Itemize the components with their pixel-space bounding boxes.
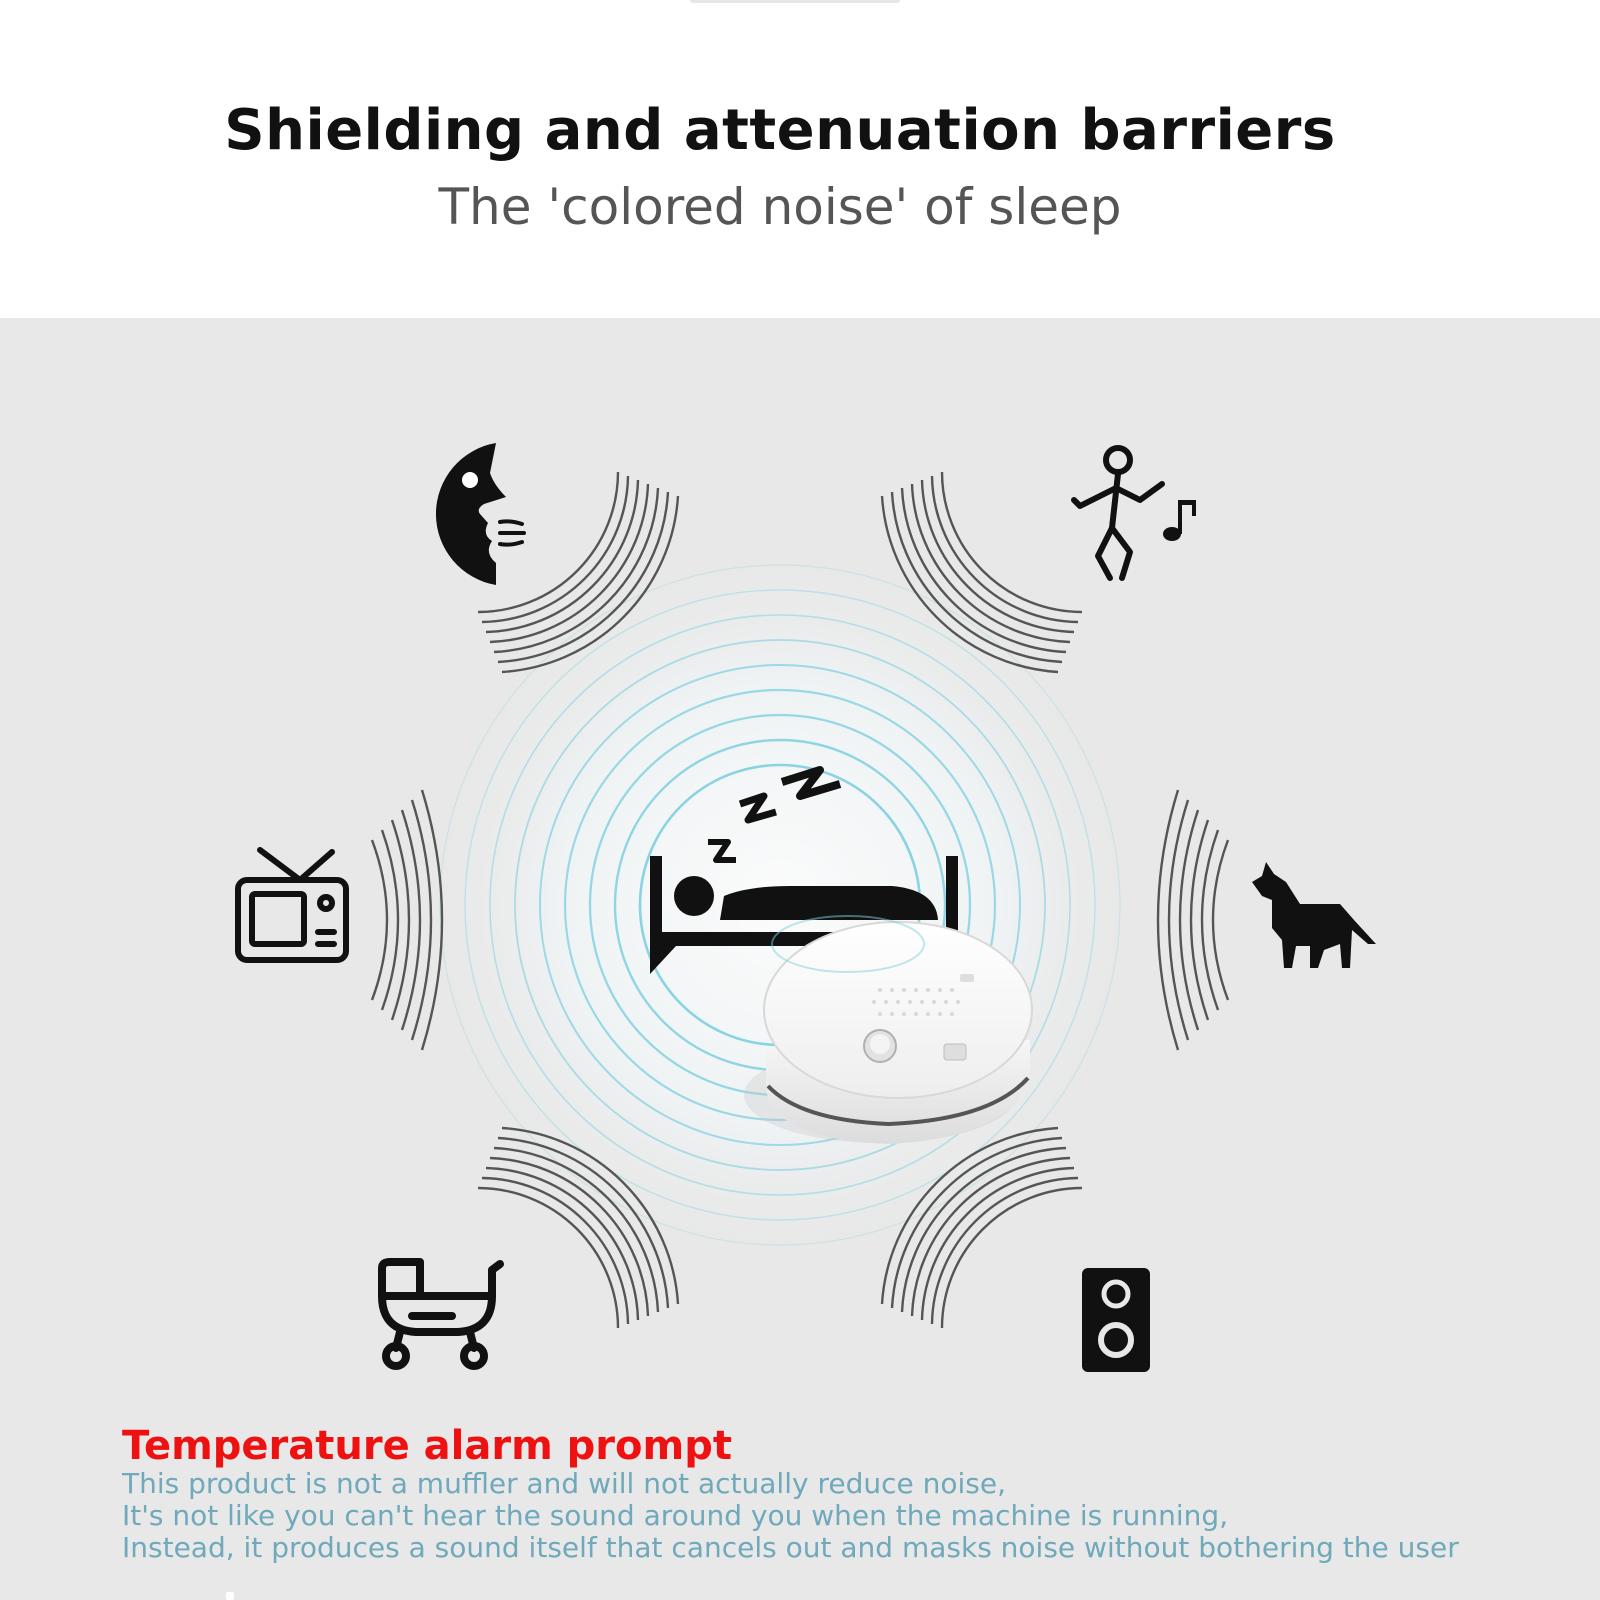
page-title: Shielding and attenuation barriers	[224, 98, 1336, 163]
noise-illustration	[0, 318, 1600, 1418]
top-divider	[690, 0, 900, 3]
footer-note	[122, 1424, 1582, 1564]
bottom-marker	[226, 1592, 234, 1600]
loudspeaker-icon	[1082, 1268, 1150, 1372]
music-note-icon	[1163, 500, 1196, 541]
page-subtitle: The 'colored noise' of sleep	[438, 178, 1122, 236]
footer-line: It's not like you can't hear the sound around you when the machine is running,	[122, 1499, 1229, 1532]
barking-dog-icon	[1252, 862, 1376, 968]
footer-line: Instead, it produces a sound itself that cancels out and masks noise without bothering the user	[122, 1531, 1459, 1564]
television-icon	[238, 850, 346, 960]
alarm-title: Temperature alarm prompt	[122, 1423, 732, 1469]
dancing-person-music-icon	[1074, 448, 1162, 578]
footer-line: This product is not a muffler and will not actually reduce noise,	[122, 1467, 1006, 1500]
speaking-face-icon	[436, 443, 524, 585]
timer-button	[944, 1044, 966, 1060]
wave-arcs-middle-left	[372, 790, 442, 1050]
wave-arcs-middle-right	[1158, 790, 1228, 1050]
baby-stroller-icon	[382, 1262, 500, 1366]
header-section	[0, 0, 1600, 318]
